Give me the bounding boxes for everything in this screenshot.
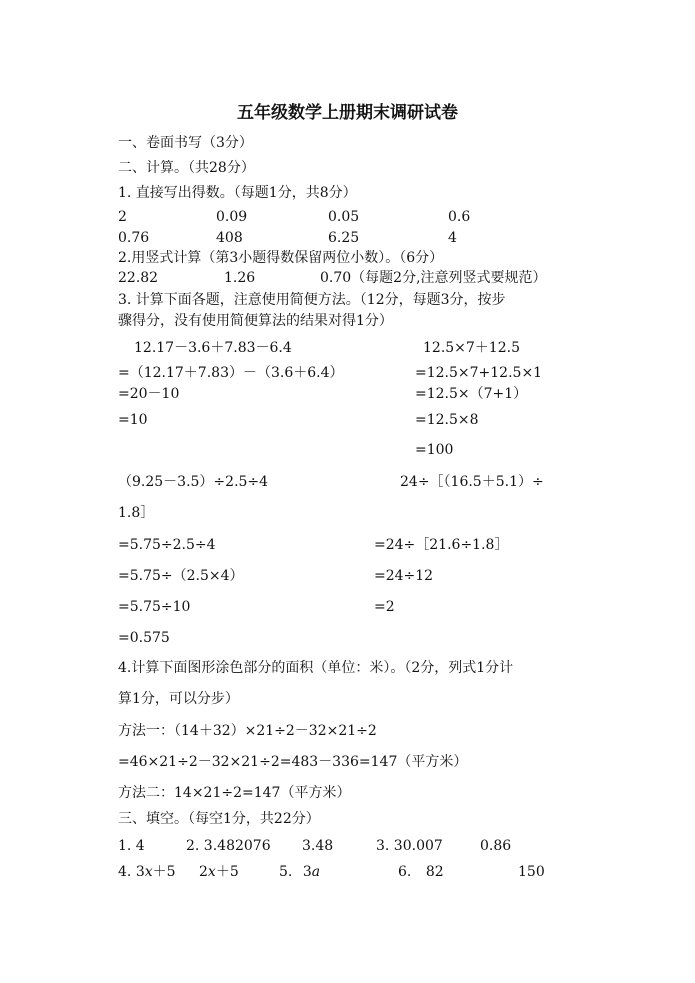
fill-answer <box>118 864 176 880</box>
q3-p3-step: =5.75÷（2.5×4） <box>118 568 244 584</box>
fill-answer: 2. 3.482076 <box>186 838 271 854</box>
q4-method-2: 方法二：14×21÷2=147（平方米） <box>118 785 351 801</box>
fill-var: a <box>311 864 321 880</box>
q3-p4-line1: 24÷［（16.5＋5.1）÷ <box>400 474 544 490</box>
page-title: 五年级数学上册期末调研试卷 <box>237 103 458 123</box>
q4-heading-line2: 算1分，可以分步） <box>118 691 239 707</box>
fill-expr <box>136 864 176 880</box>
fill-var: x <box>144 864 153 880</box>
fill-number: 5. <box>279 864 293 880</box>
q3-p1-step: =（12.17＋7.83）－（3.6＋6.4） <box>118 365 344 381</box>
q1-answer: 4 <box>448 230 457 246</box>
q1-answer: 408 <box>216 230 243 246</box>
q1-answer: 6.25 <box>328 230 360 246</box>
fill-answer: 3.48 <box>302 838 334 854</box>
q3-heading-line2: 骤得分，没有使用简便算法的结果对得1分） <box>118 313 393 329</box>
q1-answer: 2 <box>118 209 127 225</box>
q3-p3-step: =5.75÷10 <box>118 599 191 615</box>
fill-var: x <box>207 864 216 880</box>
fill-number: 4. <box>118 864 132 880</box>
q2-answer: 1.26 <box>224 270 256 286</box>
fill-number: 6. <box>398 864 412 880</box>
q3-p3-step: =5.75÷2.5÷4 <box>118 537 216 553</box>
fill-term: ＋5 <box>215 864 239 880</box>
q3-p3-step: =0.575 <box>118 630 170 646</box>
q1-answer: 0.76 <box>118 230 150 246</box>
section-2-heading: 二、计算。（共28分） <box>118 160 255 176</box>
fill-coef: 3 <box>135 864 145 880</box>
q2-answer: 22.82 <box>118 270 159 286</box>
q3-p4-step: =24÷12 <box>374 568 434 584</box>
q3-p4-line2: 1.8］ <box>118 505 155 521</box>
q4-method-1: 方法一：（14＋32）×21÷2－32×21÷2 <box>118 723 377 739</box>
fill-coef: 2 <box>199 864 208 880</box>
fill-answer <box>279 864 320 880</box>
q3-p2-step: =12.5×（7+1） <box>415 386 528 402</box>
q3-heading-line1: 3. 计算下面各题，注意使用简便方法。（12分，每题3分，按步 <box>118 292 506 308</box>
fill-value: 82 <box>425 864 444 880</box>
fill-expr <box>303 864 320 880</box>
section-1-heading: 一、卷面书写（3分） <box>118 135 253 151</box>
fill-answer: 1. 4 <box>118 838 145 854</box>
q2-answer: 0.70（每题2分,注意列竖式要规范） <box>320 270 547 286</box>
q2-heading: 2.用竖式计算（第3小题得数保留两位小数）。（6分） <box>118 250 444 266</box>
q1-answer: 0.6 <box>448 209 471 225</box>
section-3-heading: 三、填空。（每空1分，共22分） <box>118 811 320 827</box>
fill-answer: 150 <box>518 864 545 880</box>
q3-p2-step: =12.5×8 <box>415 412 479 428</box>
q1-answer: 0.09 <box>216 209 248 225</box>
q4-method-1-calc: =46×21÷2－32×21÷2=483－336=147（平方米） <box>118 754 468 770</box>
q1-answer: 0.05 <box>328 209 360 225</box>
fill-answer: 3. 30.007 <box>376 838 443 854</box>
q4-heading-line1: 4.计算下面图形涂色部分的面积（单位：米）。（2分，列式1分计 <box>118 660 514 676</box>
q3-p2-step: =12.5×7+12.5×1 <box>415 365 543 381</box>
fill-answer: 0.86 <box>480 838 512 854</box>
q3-p4-step: =24÷［21.6÷1.8］ <box>374 537 509 553</box>
q3-p1-step: 12.17－3.6＋7.83－6.4 <box>134 340 292 356</box>
q3-p2-step: =100 <box>415 442 454 458</box>
q3-p4-step: =2 <box>374 599 395 615</box>
fill-term: ＋5 <box>152 864 176 880</box>
q3-p1-step: =20－10 <box>118 386 180 402</box>
q3-p3-step: （9.25－3.5）÷2.5÷4 <box>118 474 269 490</box>
q3-p2-step: 12.5×7＋12.5 <box>423 340 520 356</box>
q3-p1-step: =10 <box>118 412 148 428</box>
fill-answer <box>199 864 239 880</box>
fill-coef: 3 <box>302 864 312 880</box>
q1-heading: 1. 直接写出得数。（每题1分，共8分） <box>118 185 357 201</box>
fill-answer <box>398 864 444 880</box>
